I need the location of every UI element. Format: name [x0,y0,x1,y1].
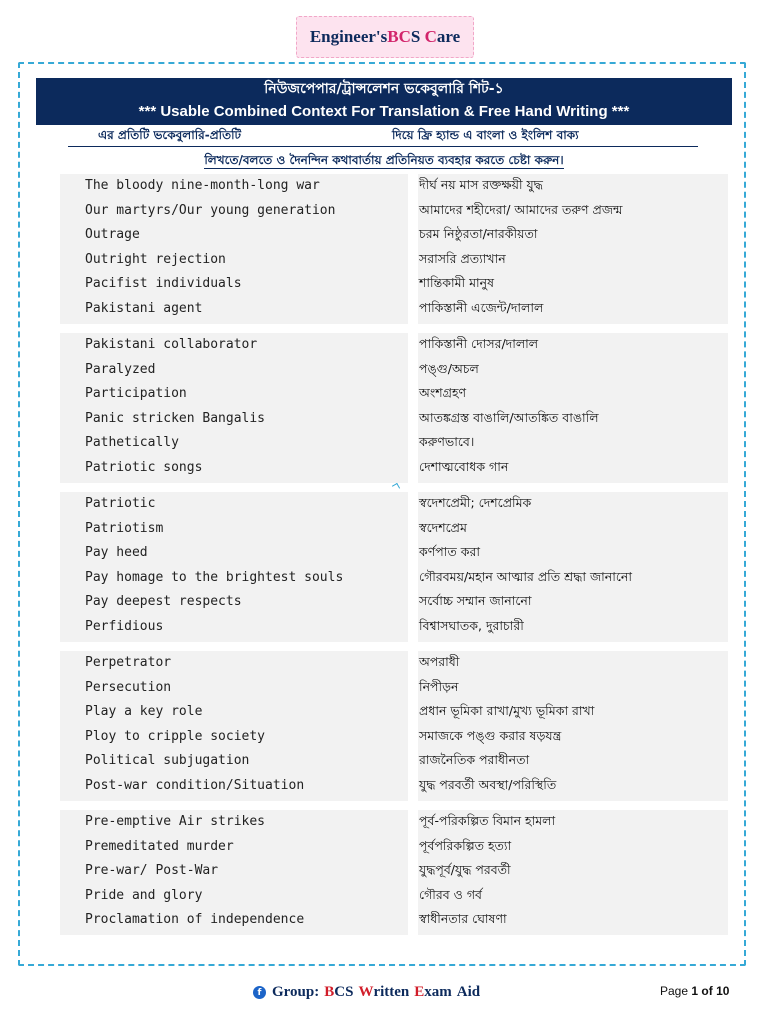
english-term: Pay homage to the brightest souls [85,569,344,585]
english-term: Patriotic songs [85,460,203,475]
english-term: Our martyrs/Our young generation [85,202,336,218]
vocab-row [60,517,728,541]
page-current: 1 [691,984,699,998]
english-term: Participation [85,386,187,402]
vocab-row [60,835,728,859]
english-term: Perpetrator [85,655,172,670]
subheading-left: এর প্রতিটি ভকেবুলারি-প্রতিটি [98,128,242,142]
english-term: Outright rejection [85,251,226,267]
english-term: Premeditated murder [85,838,234,854]
facebook-icon: f [253,986,266,999]
english-term: Ploy to cripple society [85,728,266,744]
vocab-row [60,725,728,749]
english-term: Play a key role [85,704,203,720]
bangla-meaning: পাকিস্তানী এজেন্ট/দালাল [419,300,544,315]
brand-b: B [387,27,399,46]
footer-ritten: ritten [373,984,410,1000]
english-term: Pre-war/ Post-War [85,863,219,879]
vocab-row [60,651,728,675]
vocab-row [60,223,728,247]
bangla-meaning: যুদ্ধ পরবর্তী অবস্থা/পরিস্থিতি [419,777,557,792]
english-term: Proclamation of independence [85,912,305,928]
sheet-title-bn: নিউজপেপার/ট্রান্সলেশন ভকেবুলারি শিট-১ [264,81,504,97]
brand-care-c: C [424,27,437,46]
english-term: The bloody nine-month-long war [85,178,320,193]
vocab-row [60,615,728,639]
subheading-rule [68,146,698,147]
english-term: Post-war condition/Situation [85,778,305,793]
bangla-meaning: আতঙ্কগ্রস্ত বাঙালি/আতঙ্কিত বাঙালি [419,409,599,425]
bangla-meaning: স্বদেশপ্রেম [419,519,467,535]
bangla-meaning: আমাদের শহীদেরা/ আমাদের তরুণ প্রজন্ম [419,201,623,217]
bangla-meaning: অংশগ্রহণ [419,385,467,401]
bangla-meaning: সর্বোচ্চ সম্মান জানানো [419,593,532,609]
subheading-right: দিয়ে ফ্রি হ্যান্ড এ বাংলা ও ইংলিশ বাক্য [392,128,579,142]
bangla-meaning: করুণভাবে। [419,434,475,450]
english-term: Pakistani agent [85,301,203,316]
bangla-meaning: পঙ্গু/অচল [419,360,479,376]
bangla-meaning: কর্ণপাত করা [419,544,481,560]
english-term: Pakistani collaborator [85,337,258,352]
vocab-row [60,456,728,480]
footer-w: W [358,984,374,1000]
english-term: Pathetically [85,435,179,451]
vocab-row [60,676,728,700]
vocab-row [60,884,728,908]
vocab-block [60,810,728,935]
vocab-row [60,908,728,932]
vocab-row [60,431,728,455]
english-term: Perfidious [85,619,164,634]
vocab-row [60,272,728,296]
bangla-meaning: গৌরবময়/মহান আত্মার প্রতি শ্রদ্ধা জানানো [419,568,632,584]
subheading-line2 [0,152,768,172]
footer-xam: xam [424,984,452,1000]
bangla-meaning: দীর্ঘ নয় মাস রক্তক্ষয়ী যুদ্ধ [419,177,543,192]
vocab-row [60,774,728,798]
vocab-row [60,333,728,357]
brand-prefix: Engineer's [309,27,388,46]
bangla-meaning: চরম নিষ্ঠুরতা/নারকীয়তা [419,226,538,242]
brand-c: C [398,27,411,46]
vocab-row [60,248,728,272]
bangla-meaning: শান্তিকামী মানুষ [419,275,494,291]
page-of: of [701,984,713,998]
vocab-block [60,492,728,642]
vocab-row [60,590,728,614]
vocab-row [60,749,728,773]
footer-b: B [324,984,335,1000]
english-term: Political subjugation [85,753,250,769]
footer-e: E [414,984,425,1000]
footer-aid: Aid [456,984,481,1000]
vocab-row [60,358,728,382]
bangla-meaning: অপরাধী [419,654,460,669]
brand-s: S [410,27,421,46]
english-term: Patriotism [85,520,164,536]
english-term: Patriotic [85,496,156,511]
bangla-meaning: পূর্বপরিকল্পিত হত্যা [419,837,512,853]
bangla-meaning: স্বদেশপ্রেমী; দেশপ্রেমিক [419,495,532,510]
bangla-meaning: যুদ্ধপূর্ব/যুদ্ধ পরবর্তী [419,862,511,878]
bangla-meaning: বিশ্বাসঘাতক, দুরাচারী [419,618,524,633]
page-word: Page [660,984,689,998]
subheading-line2-text: লিখতে/বলতে ও দৈনন্দিন কথাবার্তায় প্রতিনিয়ত ব্যবহার করতে চেষ্টা করুন। [204,153,564,167]
vocab-row [60,492,728,516]
english-term: Panic stricken Bangalis [85,410,266,426]
english-term: Pay heed [85,545,148,561]
brand-care-rest: are [436,27,461,46]
bangla-meaning: সমাজকে পঙ্গু করার ষড়যন্ত্র [419,727,562,743]
footer-group-label: Group: [272,984,320,1000]
bangla-meaning: নিপীড়ন [419,678,459,694]
english-term: Outrage [85,227,140,243]
page-total: 10 [716,984,730,998]
english-term: Pride and glory [85,887,203,903]
english-term: Persecution [85,679,172,695]
bangla-meaning: রাজনৈতিক পরাধীনতা [419,752,530,768]
footer-group [253,984,480,1001]
vocab-row [60,700,728,724]
bangla-meaning: গৌরব ও গর্ব [419,886,482,902]
vocab-row [60,566,728,590]
english-term: Pay deepest respects [85,594,242,610]
footer-cs: CS [334,984,354,1000]
bangla-meaning: দেশাত্মবোধক গান [419,459,509,474]
english-term: Pacifist individuals [85,276,242,292]
page-number [660,984,729,998]
vocab-block [60,174,728,324]
bangla-meaning: পূর্ব-পরিকল্পিত বিমান হামলা [419,813,556,828]
brand-logo [296,16,474,58]
vocab-row [60,382,728,406]
english-term: Paralyzed [85,361,156,377]
vocab-row [60,174,728,198]
vocab-row [60,199,728,223]
bangla-meaning: প্রধান ভূমিকা রাখা/মুখ্য ভূমিকা রাখা [419,703,595,719]
bangla-meaning: পাকিস্তানী দোসর/দালাল [419,336,539,351]
vocab-block [60,651,728,801]
vocab-row [60,810,728,834]
vocab-row [60,541,728,565]
bangla-meaning: স্বাধীনতার ঘোষণা [419,911,507,927]
vocab-row [60,859,728,883]
title-banner [36,78,732,125]
english-term: Pre-emptive Air strikes [85,814,266,829]
vocab-row [60,297,728,321]
vocab-row [60,407,728,431]
bangla-meaning: সরাসরি প্রত্যাখান [419,250,506,266]
sheet-title-en: *** Usable Combined Context For Translation & Free Hand Writing *** [138,103,630,120]
vocab-block [60,333,728,483]
